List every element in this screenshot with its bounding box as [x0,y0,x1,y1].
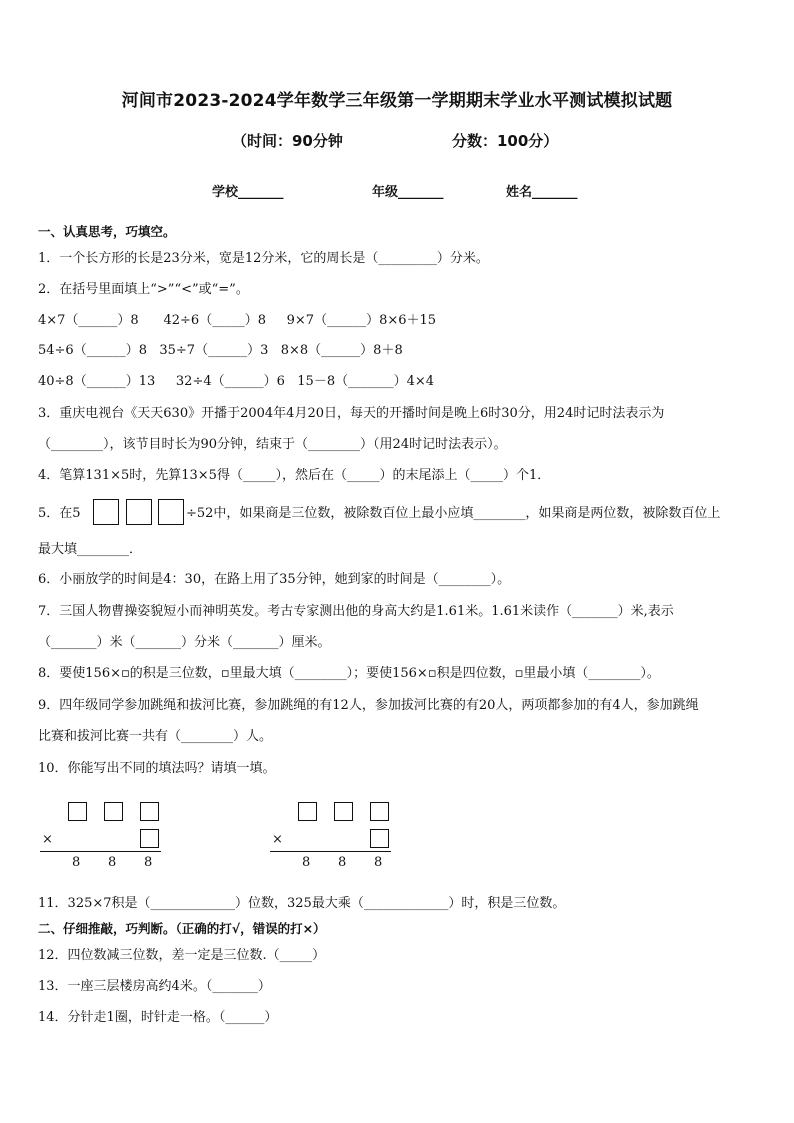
puzzle-left-result-digit-2: 8 [108,855,117,870]
puzzle-right-box-3[interactable] [370,802,389,821]
grade-field[interactable]: 年级_______ [372,185,444,200]
question-14: 14．分针走1圈，时针走一格。（______） [38,1010,278,1025]
question-7-line-2: （_______）米（_______）分米（_______）厘米。 [38,635,331,650]
question-6: 6．小丽放学的时间是4：30，在路上用了35分钟，她到家的时间是（________）。 [38,572,511,587]
question-10: 10．你能写出不同的填法吗？请填一填。 [38,761,276,776]
puzzle-left-box-4[interactable] [140,829,159,848]
question-1: 1．一个长方形的长是23分米，宽是12分米，它的周长是（_________）分米。 [38,251,489,266]
question-5-suffix: ÷52中，如果商是三位数，被除数百位上最小应填________，如果商是两位数，被除数百位上 [186,506,721,521]
question-9-line-1: 9．四年级同学参加跳绳和拔河比赛，参加跳绳的有12人，参加拔河比赛的有20人，两项都参加的有4人，参加跳绳 [38,698,699,713]
question-5-box-1[interactable] [93,499,119,525]
question-4: 4．笔算131×5时，先算13×5得（_____），然后在（_____）的末尾添上（_____）个1． [38,468,551,483]
question-3-line-1: 3．重庆电视台《天天630》开播于2004年4月20日，每天的开播时间是晚上6时30分，用24时记时法表示为 [38,406,665,421]
puzzle-left-result-digit-3: 8 [144,855,153,870]
puzzle-left-box-2[interactable] [104,802,123,821]
question-2-row-1: 4×7（______）8 42÷6（_____）8 9×7（______）8×6＋15 [38,313,437,328]
puzzle-right-times-sign: × [272,832,283,847]
question-2-row-2: 54÷6（______）8 35÷7（______）3 8×8（______）8＋8 [38,343,403,358]
question-2: 2．在括号里面填上“>”“<”或“=”。 [38,282,249,297]
question-11: 11．325×7积是（_____________）位数，325最大乘（_____________）时，积是三位数。 [38,896,566,911]
puzzle-right-result-digit-2: 8 [338,855,347,870]
question-9-line-2: 比赛和拔河比赛一共有（________）人。 [38,729,273,744]
puzzle-left-result-digit-1: 8 [72,855,81,870]
section-2-heading: 二、仔细推敲，巧判断。（正确的打√，错误的打×） [38,921,326,936]
question-13: 13．一座三层楼房高约4米。（_______） [38,979,271,994]
question-5-line-2: 最大填________． [38,542,143,557]
page-title: 河间市2023-2024学年数学三年级第一学期期末学业水平测试模拟试题 [121,91,673,111]
puzzle-right-result-digit-1: 8 [302,855,311,870]
puzzle-left-times-sign: × [42,832,53,847]
exam-time: （时间：90分钟 [232,132,343,150]
puzzle-right-box-4[interactable] [370,829,389,848]
question-5-box-2[interactable] [126,499,152,525]
puzzle-right-box-1[interactable] [298,802,317,821]
question-7-line-1: 7．三国人物曹操姿貌短小而神明英发。考古专家测出他的身高大约是1.61米。1.61米读作（_______）米,表示 [38,604,674,619]
question-12: 12．四位数减三位数，差一定是三位数.（_____） [38,948,326,963]
question-5-prefix: 5．在5 [38,506,81,521]
section-1-heading: 一、认真思考，巧填空。 [38,224,176,239]
question-3-line-2: （________），该节目时长为90分钟，结束于（________）（用24时记时法表示）。 [38,437,507,452]
name-field[interactable]: 姓名_______ [506,185,578,200]
exam-score: 分数：100分） [452,132,559,150]
puzzle-right-result-digit-3: 8 [374,855,383,870]
puzzle-left-box-3[interactable] [140,802,159,821]
puzzle-right-box-2[interactable] [334,802,353,821]
school-field[interactable]: 学校_______ [212,185,284,200]
question-5-box-3[interactable] [158,499,184,525]
puzzle-left-rule [40,851,161,852]
puzzle-right-rule [270,851,391,852]
question-8: 8．要使156×▫的积是三位数，▫里最大填（________）；要使156×▫积是四位数，▫里最小填（________）。 [38,666,660,681]
question-2-row-3: 40÷8（______）13 32÷4（______）6 15－8（_______）4×4 [38,374,435,389]
puzzle-left-box-1[interactable] [68,802,87,821]
